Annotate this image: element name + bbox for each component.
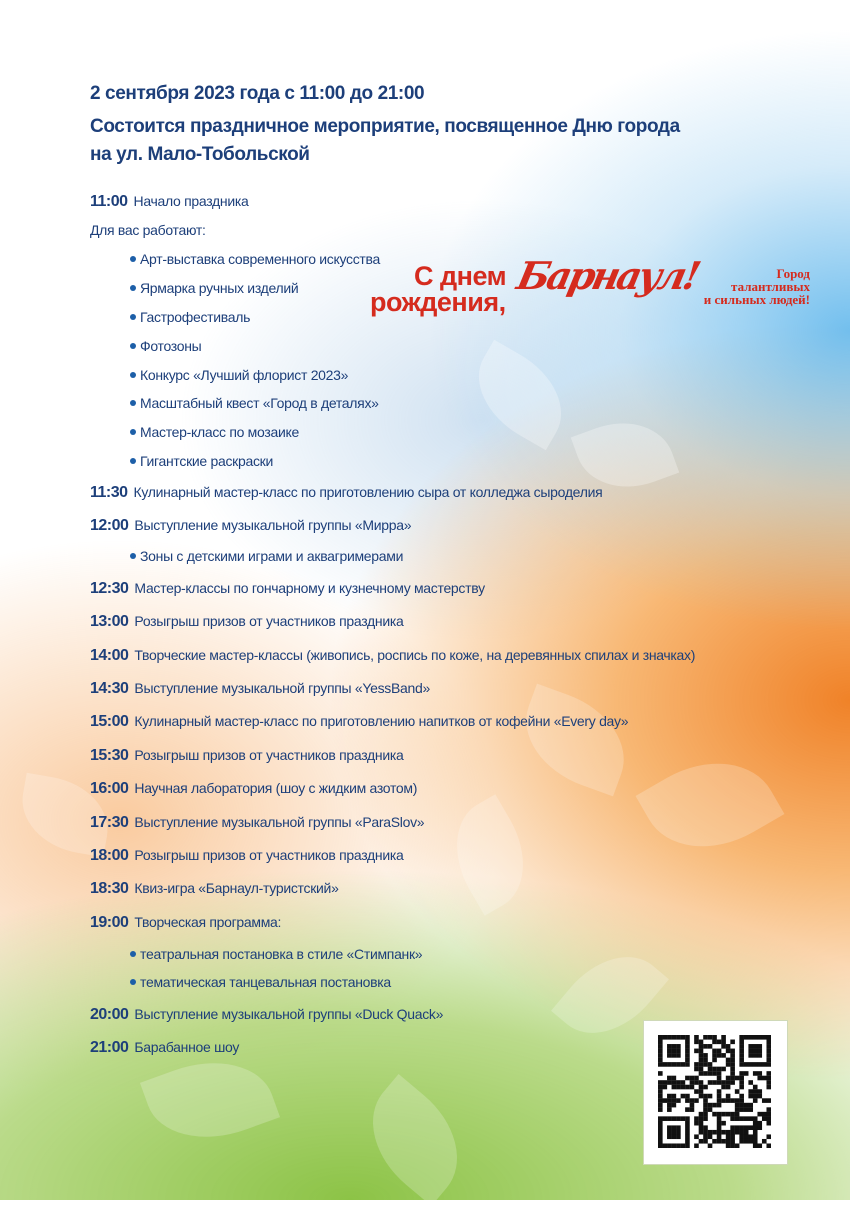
schedule-text: Творческие мастер-классы (живопись, роспись по коже, на деревянных спилах и значках) <box>134 647 696 663</box>
schedule-text: Розыгрыш призов от участников праздника <box>134 847 404 863</box>
logo-tagline3: и сильных людей! <box>703 292 810 307</box>
schedule-text: Выступление музыкальной группы «Duck Quack» <box>134 1006 444 1022</box>
schedule-text: Научная лаборатория (шоу с жидким азотом) <box>134 780 418 796</box>
schedule-bullet-item <box>130 974 391 990</box>
schedule-time: 15:00 <box>90 713 129 730</box>
schedule-time: 13:00 <box>90 613 129 630</box>
schedule-time: 14:30 <box>90 680 129 697</box>
schedule-item <box>90 814 424 832</box>
schedule-text: Розыгрыш призов от участников праздника <box>134 747 404 763</box>
schedule-text: Розыгрыш призов от участников праздника <box>134 613 404 629</box>
schedule-item <box>90 193 248 211</box>
schedule-text: Гигантские раскраски <box>140 453 274 469</box>
logo-line2: рождения, <box>370 287 506 317</box>
schedule-time: 21:00 <box>90 1039 129 1056</box>
schedule-item <box>90 484 602 502</box>
qr-code[interactable] <box>643 1020 788 1165</box>
schedule-item <box>90 647 695 665</box>
schedule-item <box>90 680 430 698</box>
logo-line1: С днем <box>414 261 507 291</box>
schedule-text: Мастер-классы по гончарному и кузнечному мастерству <box>134 580 485 596</box>
schedule-bullet-item <box>130 367 348 383</box>
schedule-bullet-item <box>130 338 201 354</box>
city-day-logo <box>370 245 810 335</box>
schedule-note <box>90 222 206 238</box>
logo-city: Барнаул! <box>513 253 703 298</box>
schedule-text: Зоны с детскими играми и аквагримерами <box>140 548 404 564</box>
schedule-text: Конкурс «Лучший флорист 2023» <box>140 367 349 383</box>
schedule-time: 12:30 <box>90 580 129 597</box>
schedule-time: 15:30 <box>90 747 129 764</box>
schedule-time: 16:00 <box>90 780 129 797</box>
schedule-text: Творческая программа: <box>134 914 282 930</box>
schedule-item <box>90 847 403 865</box>
schedule-text: Масштабный квест «Город в деталях» <box>140 395 379 411</box>
schedule-time: 12:00 <box>90 517 129 534</box>
schedule-text: Фотозоны <box>140 338 202 354</box>
schedule-time: 18:30 <box>90 880 129 897</box>
schedule-text: Арт-выставка современного искусства <box>140 251 380 267</box>
schedule-item <box>90 914 281 932</box>
event-date: 2 сентября 2023 года с 11:00 до 21:00 <box>90 83 425 104</box>
schedule-item <box>90 713 628 731</box>
schedule-time: 19:00 <box>90 914 129 931</box>
schedule-time: 18:00 <box>90 847 129 864</box>
logo-tagline1: Город <box>776 266 810 281</box>
event-subtitle-line1: Состоится праздничное мероприятие, посвященное Дню города <box>90 116 680 137</box>
schedule-text: Выступление музыкальной группы «Мирра» <box>134 517 412 533</box>
schedule-bullet-item <box>130 309 250 325</box>
qr-code-pattern <box>658 1035 771 1148</box>
schedule-time: 17:30 <box>90 814 129 831</box>
schedule-item <box>90 1039 239 1057</box>
schedule-text: Мастер-класс по мозаике <box>140 424 299 440</box>
schedule-text: Кулинарный мастер-класс по приготовлению напитков от кофейни «Every day» <box>134 713 629 729</box>
schedule-text: Гастрофестиваль <box>140 309 251 325</box>
schedule-bullet-item <box>130 424 299 440</box>
schedule-item <box>90 880 339 898</box>
schedule-time: 11:00 <box>90 193 128 210</box>
schedule-text: Кулинарный мастер-класс по приготовлению сыра от колледжа сыроделия <box>133 484 603 500</box>
schedule-bullet-item <box>130 453 273 469</box>
schedule-text: Для вас работают: <box>90 222 206 238</box>
schedule-text: театральная постановка в стиле «Стимпанк» <box>140 946 423 962</box>
schedule-bullet-item <box>130 946 422 962</box>
schedule-text: Квиз-игра «Барнаул-туристский» <box>134 880 339 896</box>
schedule-item <box>90 747 403 765</box>
schedule-text: Барабанное шоу <box>134 1039 240 1055</box>
schedule-time: 14:00 <box>90 647 129 664</box>
schedule-text: Выступление музыкальной группы «YessBand» <box>134 680 430 696</box>
schedule-item <box>90 517 411 535</box>
logo-tagline2: талантливых <box>731 279 810 294</box>
schedule-bullet-item <box>130 251 380 267</box>
schedule-bullet-item <box>130 280 298 296</box>
schedule-bullet-item <box>130 548 403 564</box>
event-subtitle-line2: на ул. Мало-Тобольской <box>90 144 310 165</box>
schedule-item <box>90 1006 443 1024</box>
schedule-item <box>90 780 417 798</box>
logo-tagline <box>704 267 810 306</box>
schedule-text: Ярмарка ручных изделий <box>140 280 299 296</box>
schedule-time: 20:00 <box>90 1006 129 1023</box>
schedule-time: 11:30 <box>90 484 128 501</box>
schedule-item <box>90 613 403 631</box>
schedule-item <box>90 580 485 598</box>
schedule-text: Начало праздника <box>133 193 249 209</box>
schedule-text: тематическая танцевальная постановка <box>140 974 391 990</box>
schedule-bullet-item <box>130 395 379 411</box>
schedule-text: Выступление музыкальной группы «ParaSlov» <box>134 814 425 830</box>
